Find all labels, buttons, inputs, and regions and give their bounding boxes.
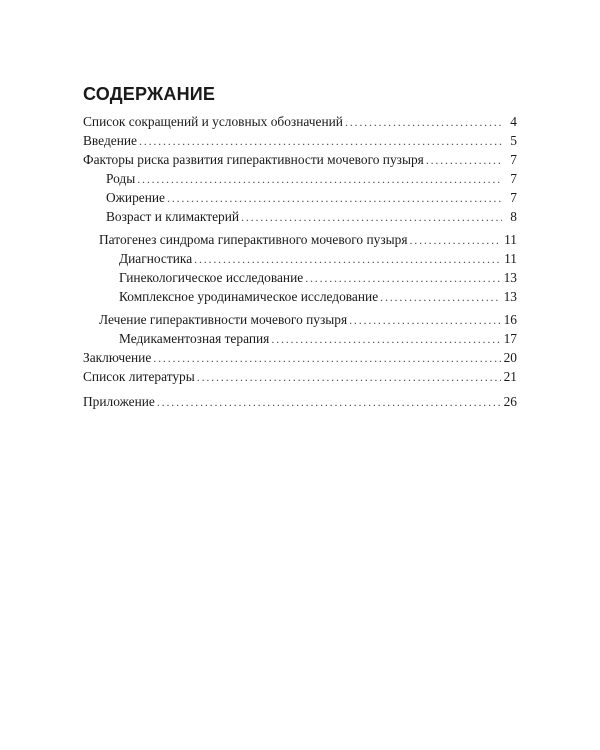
toc-entry-gynecological-exam [83,268,517,287]
toc-entry-page-number: 7 [510,152,517,167]
toc-entry-label: Введение [83,133,137,148]
toc-entry-page-number: 4 [510,114,517,129]
dot-leader [380,288,500,307]
dot-leader [426,151,502,170]
dot-leader [153,349,500,368]
toc-entry-page-number: 17 [503,331,517,346]
toc-entry-abbreviations [83,112,517,131]
dot-leader [241,208,502,227]
toc-entry-page-number: 11 [504,232,517,247]
toc-entry-page-number: 8 [510,209,517,224]
toc-entry-obesity [83,188,517,207]
toc-entry-treatment [83,310,517,329]
toc-entry-urodynamic-exam [83,287,517,306]
page-title: СОДЕРЖАНИЕ [83,84,216,104]
toc-entry-page-number: 11 [504,251,517,266]
toc-entry-page-number: 26 [503,394,517,409]
toc-entry-page-number: 7 [510,171,517,186]
dot-leader [409,231,501,250]
toc-entry-label: Приложение [83,394,155,409]
dot-leader [167,189,502,208]
dot-leader [305,269,500,288]
toc-entry-page-number: 20 [503,350,517,365]
dot-leader [139,132,502,151]
dot-leader [137,170,502,189]
toc-entry-age-climacteric [83,207,517,226]
toc-entry-introduction [83,131,517,150]
toc-entry-label: Возраст и климактерий [106,209,240,224]
toc-entry-conclusion [83,348,517,367]
toc-entry-page-number: 13 [503,289,517,304]
toc-entry-page-number: 7 [510,190,517,205]
dot-leader [271,330,500,349]
toc-entry-childbirth [83,169,517,188]
dot-leader [345,113,502,132]
toc-entry-label: Медикаментозная терапия [119,331,270,346]
dot-leader [197,368,501,387]
dot-leader [194,250,501,269]
table-of-contents [83,112,517,411]
toc-entry-page-number: 16 [503,312,517,327]
toc-entry-label: Лечение гиперактивности мочевого пузыря [99,312,348,327]
toc-entry-references [83,367,517,386]
toc-entry-label: Список литературы [83,369,195,384]
dot-leader [349,311,500,330]
toc-entry-page-number: 21 [503,369,517,384]
toc-entry-label: Диагностика [119,251,193,266]
toc-entry-label: Комплексное уродинамическое исследование [119,289,379,304]
toc-entry-diagnostics [83,249,517,268]
toc-entry-label: Ожирение [106,190,166,205]
toc-entry-appendix [83,392,517,411]
toc-entry-risk-factors [83,150,517,169]
toc-entry-label: Заключение [83,350,152,365]
toc-entry-label: Список сокращений и условных обозначений [83,114,343,129]
toc-entry-label: Факторы риска развития гиперактивности мочевого пузыря [83,152,424,167]
toc-entry-label: Патогенез синдрома гиперактивного мочевого пузыря [99,232,408,247]
toc-entry-label: Роды [106,171,136,186]
dot-leader [157,393,501,412]
toc-entry-drug-therapy [83,329,517,348]
toc-entry-label: Гинекологическое исследование [119,270,304,285]
toc-entry-page-number: 13 [503,270,517,285]
toc-entry-pathogenesis [83,230,517,249]
toc-entry-page-number: 5 [510,133,517,148]
